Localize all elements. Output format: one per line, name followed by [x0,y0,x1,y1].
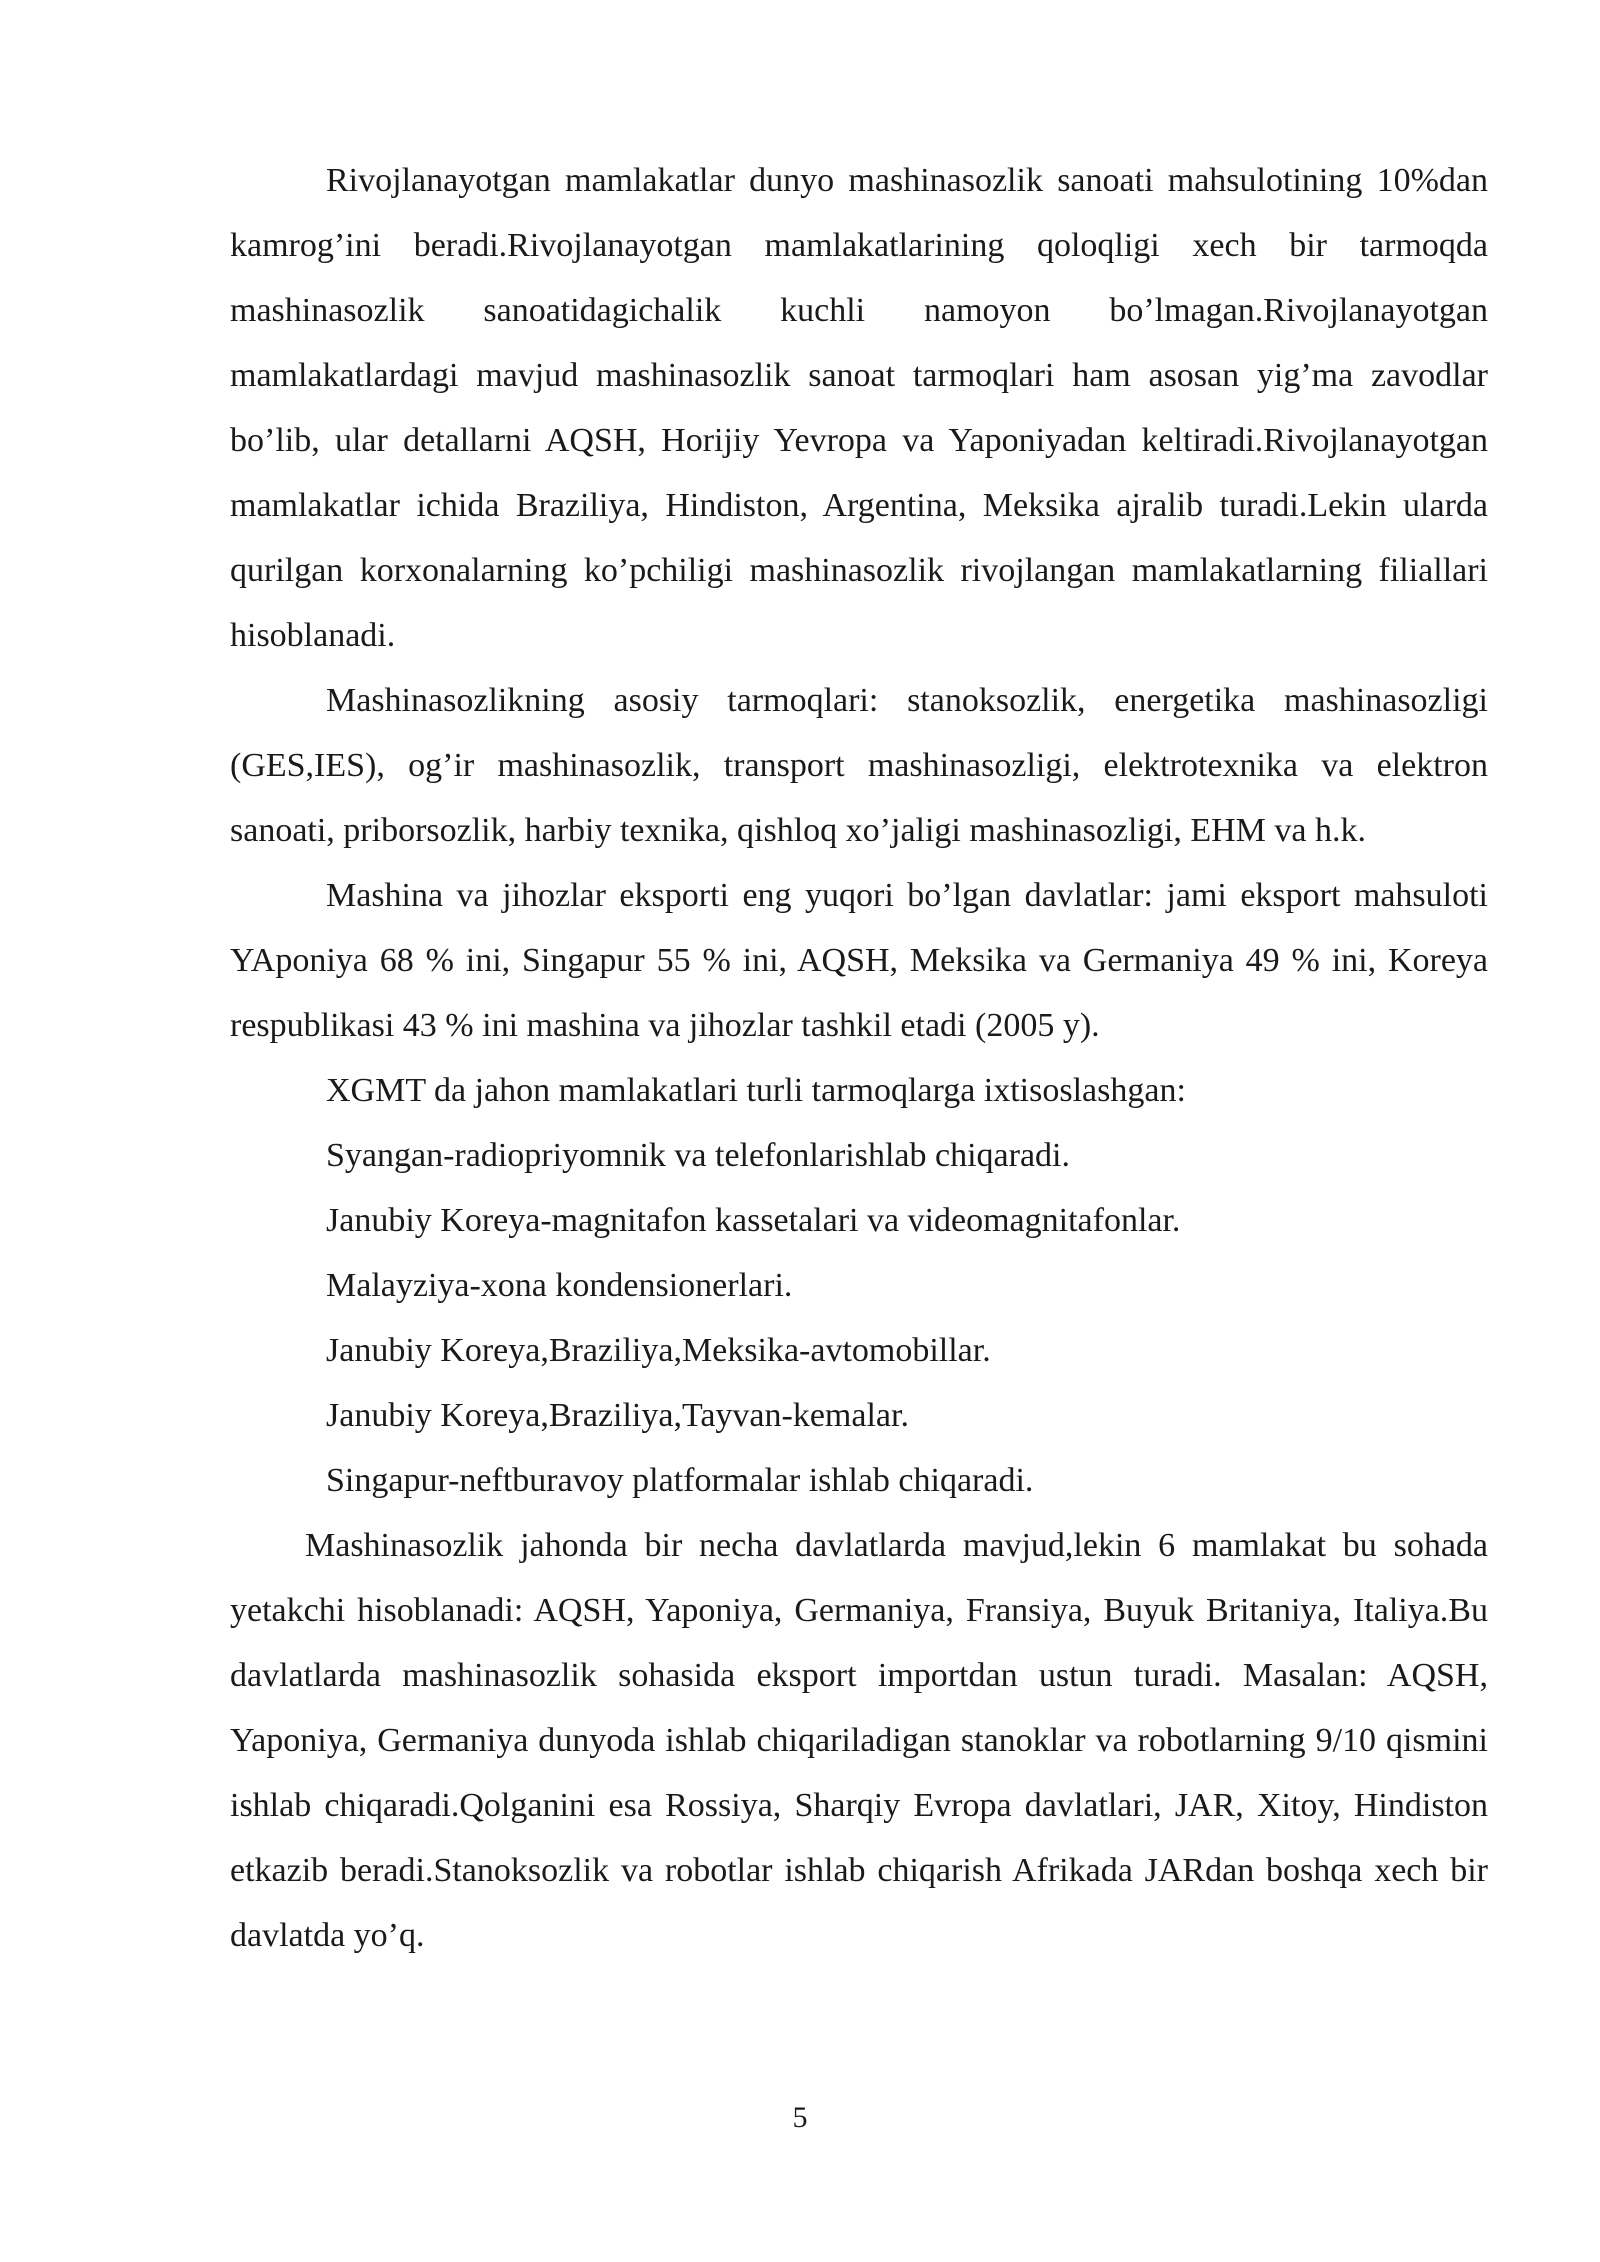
paragraph-developing-countries: Rivojlanayotgan mamlakatlar dunyo mashinasozlik sanoati mahsulotining 10%dan kamrog’ini beradi.Rivojlanayotgan mamlakatlarining qoloqligi xech bir tarmoqda mashinasozlik sanoatidagichalik kuchli namoyon bo’lmagan.Rivojlanayotgan mamlakatlardagi mavjud mashinasozlik sanoat tarmoqlari ham asosan yig’ma zavodlar bo’lib, ular detallarni AQSH, Horijiy Yevropa va Yaponiyadan keltiradi.Rivojlanayotgan mamlakatlar ichida Braziliya, Hindiston, Argentina, Meksika ajralib turadi.Lekin ularda qurilgan korxonalarning ko’pchiligi mashinasozlik rivojlangan mamlakatlarning filiallari hisoblanadi. [230,162,1488,654]
paragraph-leading-countries: Mashinasozlik jahonda bir necha davlatlarda mavjud,lekin 6 mamlakat bu sohada yetakchi hisoblanadi: AQSH, Yaponiya, Germaniya, Fransiya, Buyuk Britaniya, Italiya.Bu davlatlarda mashinasozlik sohasida eksport importdan ustun turadi. Masalan: AQSH, Yaponiya, Germaniya dunyoda ishlab chiqariladigan stanoklar va robotlarning 9/10 qismini ishlab chiqaradi.Qolganini esa Rossiya, Sharqiy Evropa davlatlari, JAR, Xitoy, Hindiston etkazib beradi.Stanoksozlik va robotlar ishlab chiqarish Afrikada JARdan boshqa xech bir davlatda yo’q. [230,1527,1488,1954]
paragraph-main-branches: Mashinasozlikning asosiy tarmoqlari: stanoksozlik, energetika mashinasozligi (GES,IES), og’ir mashinasozlik, transport mashinasozligi, elektrotexnika va elektron sanoati, priborsozlik, harbiy texnika, qishloq xo’jaligi mashinasozligi, EHM va h.k. [230,682,1488,849]
list-item-south-korea-cassettes: Janubiy Koreya-magnitafon kassetalari va videomagnitafonlar. [326,1202,1181,1239]
list-item-malaysia: Malayziya-xona kondensionerlari. [326,1267,793,1304]
page-number: 5 [792,2101,808,2134]
paragraph-export-leaders: Mashina va jihozlar eksporti eng yuqori bo’lgan davlatlar: jami eksport mahsuloti YAponiya 68 % ini, Singapur 55 % ini, AQSH, Meksika va Germaniya 49 % ini, Koreya respublikasi 43 % ini mashina va jihozlar tashkil etadi (2005 y). [230,877,1488,1044]
page-body [230,148,1488,1968]
list-item-automobiles: Janubiy Koreya,Braziliya,Meksika-avtomobillar. [326,1332,991,1369]
list-item-syangan: Syangan-radiopriyomnik va telefonlarishlab chiqaradi. [326,1137,1070,1174]
list-intro: XGMT da jahon mamlakatlari turli tarmoqlarga ixtisoslashgan: [326,1072,1186,1109]
list-item-ships: Janubiy Koreya,Braziliya,Tayvan-kemalar. [326,1397,909,1434]
list-item-singapore: Singapur-neftburavoy platformalar ishlab chiqaradi. [326,1462,1034,1499]
